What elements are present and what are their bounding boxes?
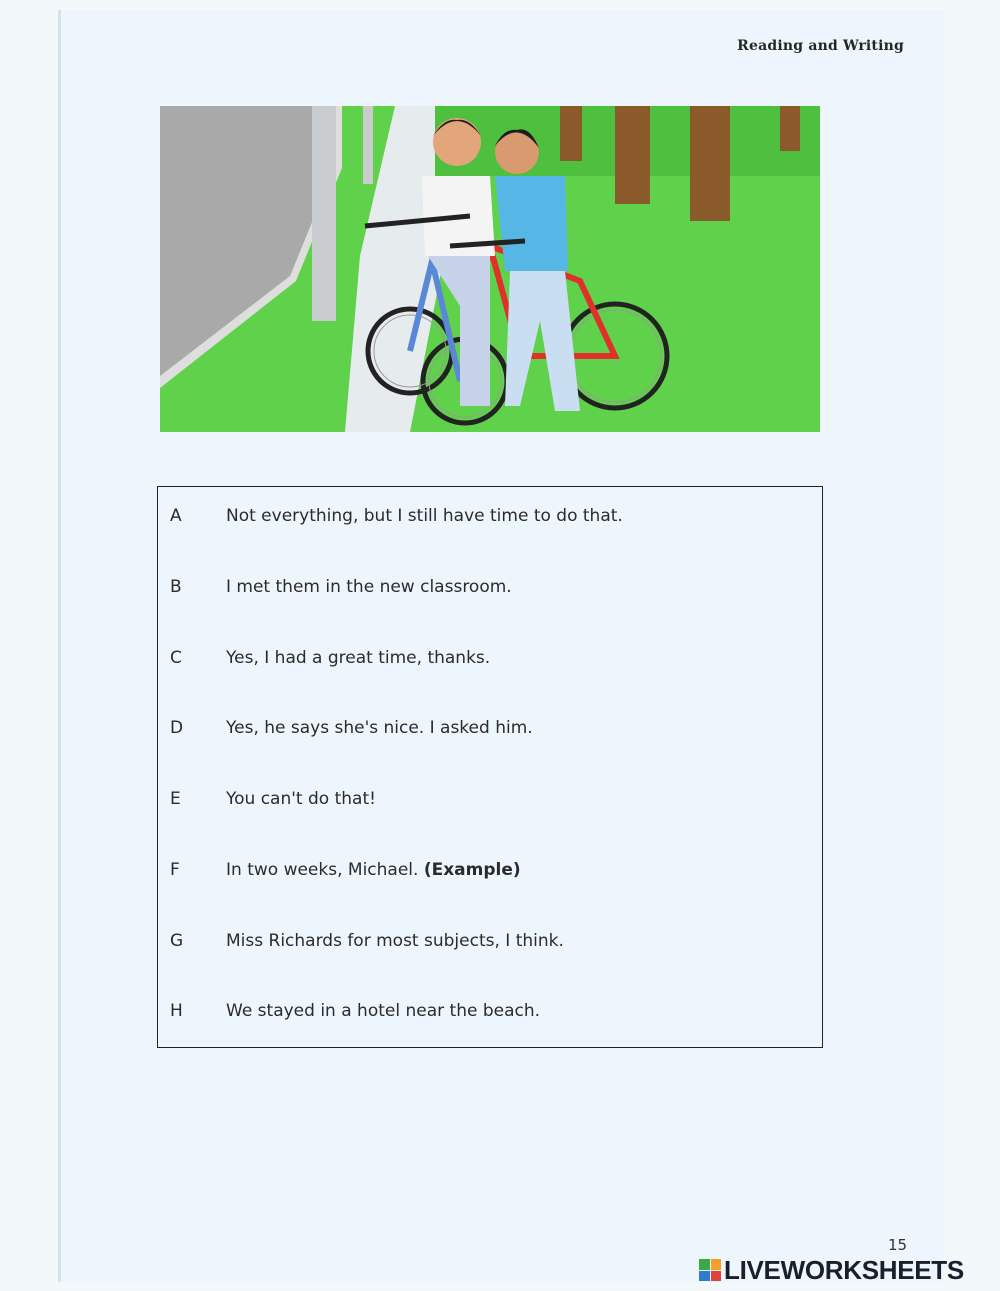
option-row — [158, 856, 822, 886]
option-text: We stayed in a hotel near the beach. — [226, 1001, 541, 1021]
option-letter: G — [170, 931, 184, 951]
option-row — [158, 997, 822, 1027]
page-number: 15 — [888, 1236, 908, 1254]
option-text: Yes, I had a great time, thanks. — [226, 648, 491, 668]
example-label: (Example) — [423, 860, 521, 880]
option-row — [158, 573, 822, 603]
option-row — [158, 785, 822, 815]
liveworksheets-logo-icon — [699, 1259, 721, 1281]
option-text: You can't do that! — [226, 789, 376, 809]
page-edge — [58, 10, 61, 1282]
brand-name: LIVEWORKSHEETS — [724, 1254, 964, 1285]
liveworksheets-brand[interactable] — [699, 1256, 964, 1284]
option-letter: C — [170, 648, 182, 668]
option-letter: H — [170, 1001, 183, 1021]
option-letter: A — [170, 506, 182, 526]
option-text: I met them in the new classroom. — [226, 577, 512, 597]
bicycle-illustration — [160, 106, 820, 432]
option-row — [158, 927, 822, 957]
option-letter: D — [170, 718, 184, 738]
option-text: Miss Richards for most subjects, I think. — [226, 931, 564, 951]
option-row — [158, 502, 822, 532]
answer-options-box — [157, 486, 823, 1048]
option-row — [158, 714, 822, 744]
option-row — [158, 644, 822, 674]
section-title: Reading and Writing — [737, 38, 904, 54]
option-letter: B — [170, 577, 182, 597]
option-text: Not everything, but I still have time to do that. — [226, 506, 623, 526]
option-text: Yes, he says she's nice. I asked him. — [226, 718, 533, 738]
option-letter: F — [170, 860, 180, 880]
option-letter: E — [170, 789, 181, 809]
option-text: In two weeks, Michael. (Example) — [226, 860, 521, 880]
